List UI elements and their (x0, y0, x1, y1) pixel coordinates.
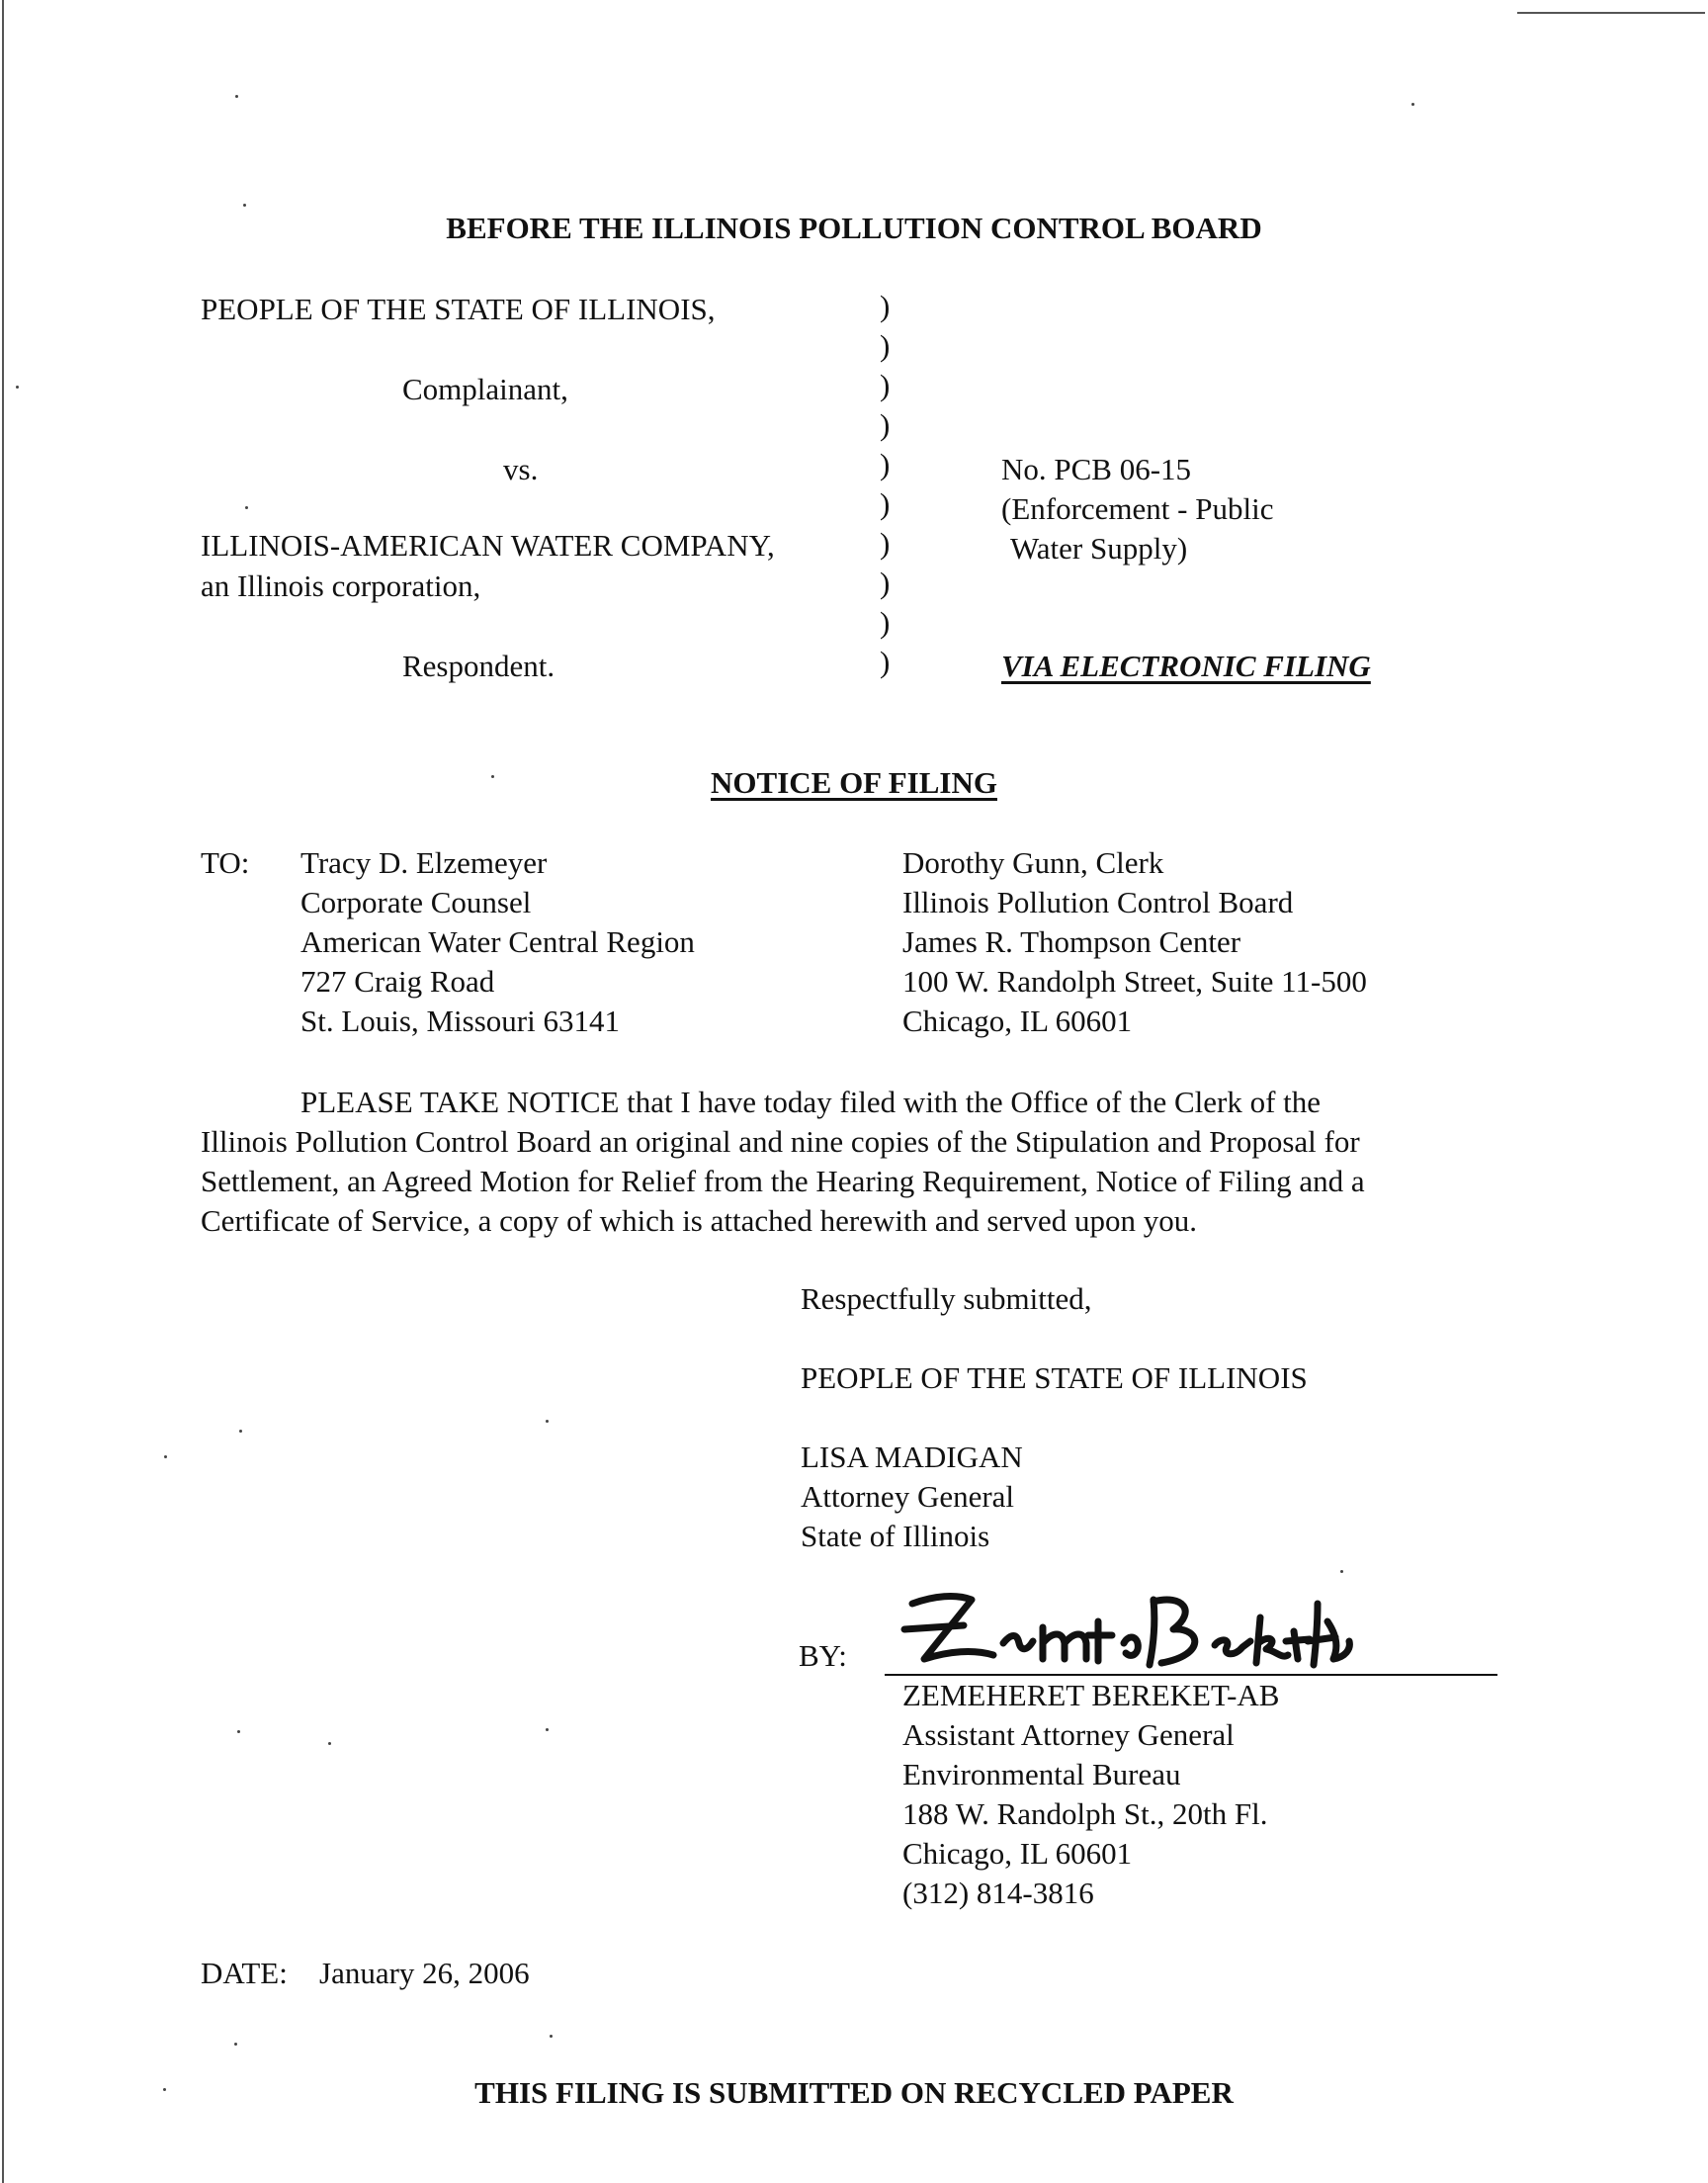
respectfully-submitted: Respectfully submitted, (801, 1281, 1092, 1316)
notice-title: NOTICE OF FILING (711, 765, 997, 800)
handwritten-signature (895, 1582, 1359, 1681)
recipient-right-city: Chicago, IL 60601 (902, 1004, 1133, 1038)
scan-top-rule (1517, 12, 1705, 14)
scan-speck (1411, 103, 1414, 106)
complainant-role: Complainant, (402, 372, 568, 406)
caption-paren: ) (880, 605, 891, 640)
scan-speck (243, 204, 246, 207)
recipient-right-street: 100 W. Randolph Street, Suite 11-500 (902, 964, 1367, 999)
scan-speck (163, 2088, 166, 2091)
court-heading: BEFORE THE ILLINOIS POLLUTION CONTROL BOARD (446, 211, 1262, 245)
recipient-left-city: St. Louis, Missouri 63141 (300, 1004, 620, 1038)
scan-speck (234, 2043, 237, 2046)
scan-speck (328, 1742, 331, 1745)
case-number: No. PCB 06-15 (1001, 452, 1192, 486)
caption-paren: ) (880, 407, 891, 442)
recipient-left-title: Corporate Counsel (300, 885, 532, 919)
case-type-line1: (Enforcement - Public (1001, 491, 1274, 526)
attorney-general-name: LISA MADIGAN (801, 1440, 1023, 1474)
scan-speck (239, 1430, 242, 1433)
respondent-description: an Illinois corporation, (201, 568, 481, 603)
caption-paren: ) (880, 526, 891, 561)
attorney-general-title: Attorney General (801, 1479, 1015, 1514)
to-label: TO: (201, 845, 250, 880)
date-value: January 26, 2006 (319, 1956, 530, 1990)
recipient-right-org: Illinois Pollution Control Board (902, 885, 1294, 919)
scan-speck (546, 1728, 549, 1731)
signer-phone: (312) 814-3816 (902, 1876, 1094, 1910)
scan-speck (546, 1420, 549, 1423)
scan-left-edge (2, 0, 4, 2183)
signer-title: Assistant Attorney General (902, 1717, 1235, 1752)
scan-speck (16, 386, 19, 389)
caption-paren: ) (880, 566, 891, 600)
caption-paren: ) (880, 328, 891, 363)
signer-street: 188 W. Randolph St., 20th Fl. (902, 1796, 1268, 1831)
signer-bureau: Environmental Bureau (902, 1757, 1181, 1791)
body-line-4: Certificate of Service, a copy of which is attached herewith and served upon you. (201, 1203, 1197, 1238)
caption-paren: ) (880, 368, 891, 402)
recycled-paper-footer: THIS FILING IS SUBMITTED ON RECYCLED PAPER (474, 2075, 1234, 2110)
case-type-line2: Water Supply) (1010, 531, 1188, 566)
scan-speck (237, 1730, 240, 1733)
recipient-left-street: 727 Craig Road (300, 964, 495, 999)
caption-parenthesis-column (880, 287, 909, 682)
recipient-right-name: Dorothy Gunn, Clerk (902, 845, 1164, 880)
respondent-party: ILLINOIS-AMERICAN WATER COMPANY, (201, 528, 775, 563)
caption-paren: ) (880, 645, 891, 679)
by-label: BY: (799, 1638, 847, 1673)
respondent-role: Respondent. (402, 649, 555, 683)
body-line-3: Settlement, an Agreed Motion for Relief from the Hearing Requirement, Notice of Filing and a (201, 1164, 1365, 1198)
complainant-party: PEOPLE OF THE STATE OF ILLINOIS, (201, 292, 716, 326)
filing-method: VIA ELECTRONIC FILING (1001, 649, 1371, 683)
scan-speck (491, 775, 494, 778)
scan-speck (235, 95, 238, 98)
date-label: DATE: (201, 1956, 288, 1990)
versus-label: vs. (503, 452, 539, 486)
scan-speck (164, 1455, 167, 1458)
scan-speck (550, 2035, 553, 2038)
recipient-right-building: James R. Thompson Center (902, 924, 1241, 959)
body-line-1: PLEASE TAKE NOTICE that I have today filed with the Office of the Clerk of the (300, 1085, 1322, 1119)
submitting-party: PEOPLE OF THE STATE OF ILLINOIS (801, 1360, 1308, 1395)
caption-paren: ) (880, 486, 891, 521)
caption-paren: ) (880, 447, 891, 481)
signer-name: ZEMEHERET BEREKET-AB (902, 1678, 1280, 1712)
scan-speck (1340, 1570, 1343, 1573)
signer-city: Chicago, IL 60601 (902, 1836, 1133, 1871)
recipient-left-org: American Water Central Region (300, 924, 695, 959)
body-line-2: Illinois Pollution Control Board an original and nine copies of the Stipulation and Proposal for (201, 1124, 1360, 1159)
scan-speck (245, 506, 248, 509)
recipient-left-name: Tracy D. Elzemeyer (300, 845, 548, 880)
attorney-general-state: State of Illinois (801, 1519, 990, 1553)
caption-paren: ) (880, 289, 891, 323)
